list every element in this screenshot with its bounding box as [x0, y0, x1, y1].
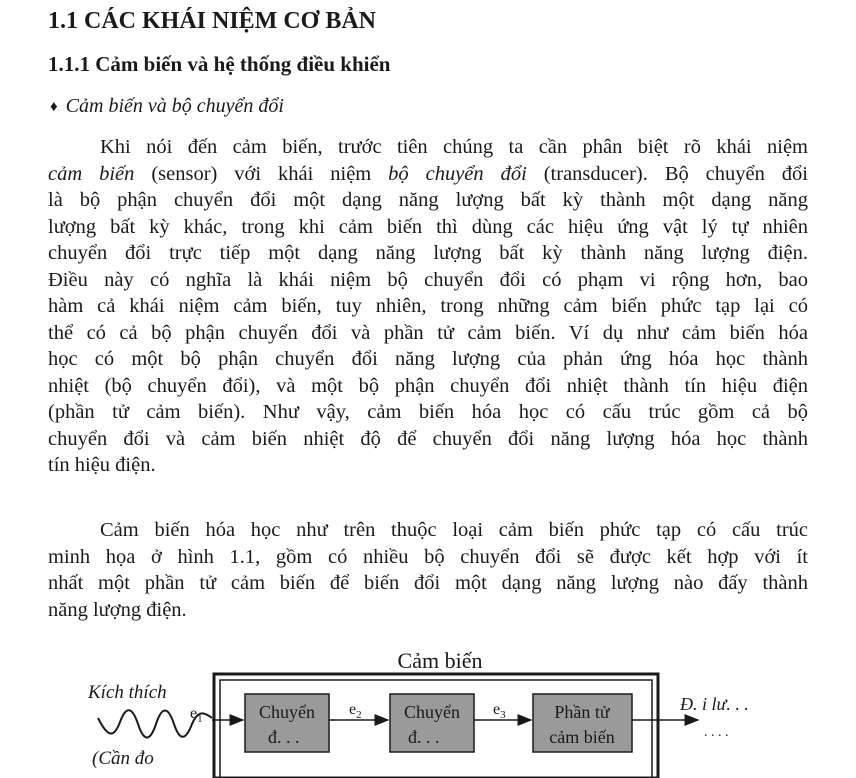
text-run: nhất một phần tử cảm biến để biến đổi một dạng năng lượng nào đấy thành: [48, 572, 808, 594]
input-label: Kích thích: [88, 682, 167, 703]
text-run: (transducer). Bộ chuyển đổi: [526, 162, 809, 185]
text-line: [48, 320, 808, 347]
text-run: lượng bất kỳ khác, trong khi cảm biến thì dùng các hiệu ứng vật lý tự nhiên: [48, 215, 808, 238]
text-run: học có một bộ phận chuyển đổi năng lượng của phản ứng hóa học thành: [48, 348, 808, 370]
paragraph-sensor-vs-transducer: [48, 134, 808, 479]
text-line: [48, 267, 808, 294]
text-run: là bộ phận chuyển đổi một dạng năng lượng bất kỳ thành một dạng năng: [48, 189, 808, 211]
diagram-title: Cảm biến: [397, 648, 483, 673]
text-run: (sensor) với khái niệm: [134, 162, 389, 185]
section-heading: 1.1 CÁC KHÁI NIỆM CƠ BẢN: [48, 8, 377, 34]
text-line: [48, 161, 808, 188]
text-run: minh họa ở hình 1.1, gồm có nhiều bộ chuyển đổi sẽ được kết hợp với ít: [48, 545, 808, 568]
output-sublabel: . . . .: [704, 725, 729, 740]
converter-block-1-line1: Chuyển: [259, 702, 315, 722]
signal-e3: $e_3$: [493, 701, 506, 721]
converter-block-2-line2: đ. . .: [408, 727, 440, 747]
input-sublabel: (Cần đo: [92, 748, 154, 769]
output-label: Đ. i lư. . .: [680, 694, 749, 714]
subsubsection-title: Cảm biến và bộ chuyển đổi: [65, 95, 284, 117]
text-line: [48, 426, 808, 453]
text-line: [48, 399, 808, 426]
subsection-heading: 1.1.1 Cảm biến và hệ thống điều khiển: [48, 52, 391, 76]
text-run: nhiệt (bộ chuyển đổi), và một bộ phận chuyển đổi nhiệt thành tín hiệu điện: [48, 374, 808, 397]
text-run: năng lượng điện.: [48, 598, 187, 621]
sensing-element-line2: cảm biến: [549, 727, 615, 747]
converter-block-2-line1: Chuyển: [404, 702, 460, 722]
text-run: chuyển đổi và cảm biến nhiệt độ để chuyển đổi năng lượng hóa học thành: [48, 427, 808, 450]
sensing-element-line1: Phần tử: [554, 702, 610, 722]
text-line: [48, 214, 808, 241]
italic-term: bộ chuyển đổi: [388, 162, 527, 185]
text-line: [48, 517, 808, 544]
text-line: [48, 544, 808, 571]
text-line: [48, 346, 808, 373]
text-run: chuyển đổi trực tiếp một dạng năng lượng bất kỳ thành năng lượng điện.: [48, 242, 808, 264]
paragraph-chemical-sensor: [48, 517, 808, 623]
text-run: (phần tử cảm biến). Như vậy, cảm biến hóa học có cấu trúc gồm cả bộ: [48, 401, 808, 423]
text-run: Cảm biến hóa học như trên thuộc loại cảm biến phức tạp có cấu trúc: [100, 519, 808, 541]
text-line: [48, 134, 808, 161]
text-run: tín hiệu điện.: [48, 454, 156, 476]
text-line: [48, 570, 808, 597]
subsubsection-heading: [50, 95, 284, 118]
text-run: Khi nói đến cảm biến, trước tiên chúng ta cần phân biệt rõ khái niệm: [100, 136, 808, 158]
diamond-bullet-icon: ♦: [50, 99, 58, 115]
converter-block-1-line2: đ. . .: [268, 727, 300, 747]
text-line: [48, 293, 808, 320]
signal-e1: $e_1$: [190, 705, 203, 725]
text-line: [48, 452, 808, 479]
text-run: Điều này có nghĩa là khái niệm bộ chuyển đổi có phạm vi rộng hơn, bao: [48, 268, 808, 291]
text-line: [48, 597, 808, 624]
text-run: thể có cả bộ phận chuyển đổi và phần tử cảm biến. Ví dụ như cảm biến hóa: [48, 321, 808, 344]
sensor-block-diagram: [0, 640, 856, 778]
text-line: [48, 373, 808, 400]
text-run: hàm cả khái niệm cảm biến, tuy nhiên, trong những cảm biến phức tạp lại có: [48, 295, 808, 317]
text-line: [48, 240, 808, 267]
signal-e2: $e_2$: [349, 701, 362, 721]
text-line: [48, 187, 808, 214]
italic-term: cảm biến: [48, 162, 135, 185]
